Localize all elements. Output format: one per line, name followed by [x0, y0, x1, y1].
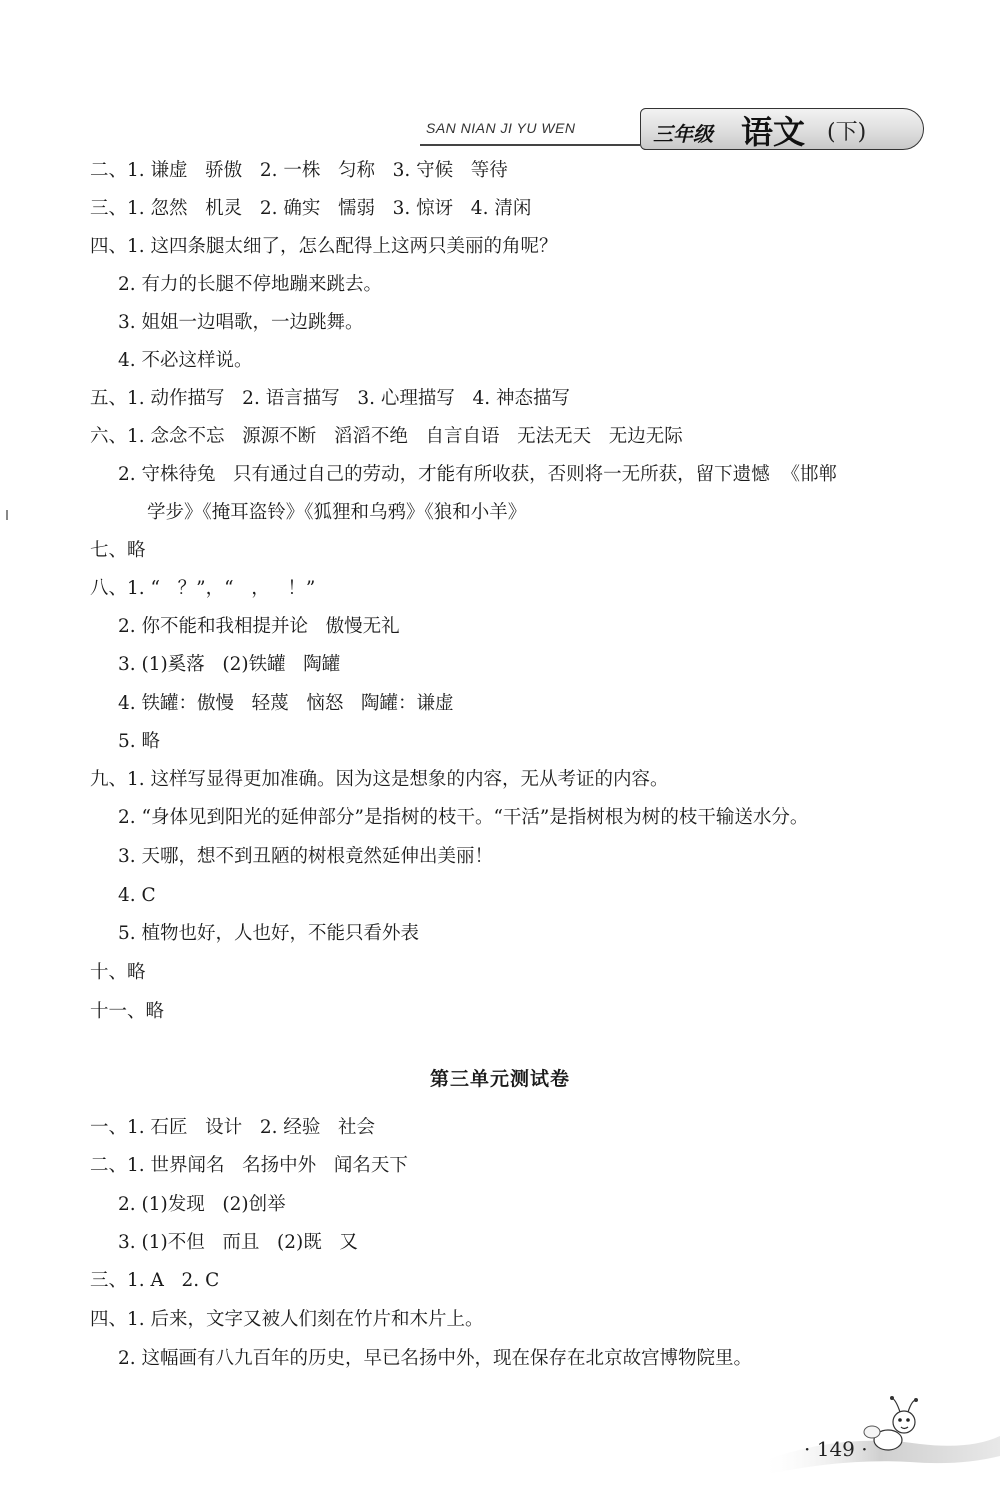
- header-grade: 三年级: [653, 122, 713, 146]
- header-banner: [640, 108, 924, 150]
- answer-line: 九、1. 这样写显得更加准确。因为这是想象的内容，无从考证的内容。: [90, 769, 669, 790]
- answer-line: 3. (1)不但 而且 (2)既 又: [118, 1232, 358, 1253]
- answer-line: 十一、略: [90, 1001, 165, 1022]
- answer-line: 3. 姐姐一边唱歌，一边跳舞。: [118, 312, 364, 333]
- answer-line: 七、略: [90, 540, 146, 561]
- answer-line: 2. 你不能和我相提并论 傲慢无礼: [118, 616, 400, 637]
- answer-line: 4. C: [118, 885, 156, 906]
- answer-line: 2. 守株待兔 只有通过自己的劳动，才能有所收获，否则将一无所获，留下遗憾 《邯郸: [118, 464, 837, 485]
- answer-line: 2. 有力的长腿不停地蹦来跳去。: [118, 274, 383, 295]
- answer-line: 四、1. 后来，文字又被人们刻在竹片和木片上。: [90, 1309, 484, 1330]
- answer-line: 4. 不必这样说。: [118, 350, 253, 371]
- section-title: 第三单元测试卷: [429, 1068, 570, 1090]
- answer-line: 五、1. 动作描写 2. 语言描写 3. 心理描写 4. 神态描写: [90, 388, 571, 409]
- answer-line: 八、1. “ ？”，“ ， ！”: [90, 578, 316, 599]
- answer-line: 2. “身体见到阳光的延伸部分”是指树的枝干。“干活”是指树根为树的枝干输送水分。: [118, 807, 809, 828]
- answer-line: 二、1. 世界闻名 名扬中外 闻名天下: [90, 1155, 408, 1176]
- answer-line: 三、1. A 2. C: [90, 1270, 220, 1291]
- answer-line: 四、1. 这四条腿太细了，怎么配得上这两只美丽的角呢？: [90, 236, 558, 257]
- header-rule: [420, 144, 640, 146]
- answer-line: 一、1. 石匠 设计 2. 经验 社会: [90, 1117, 375, 1138]
- answer-line: 4. 铁罐：傲慢 轻蔑 恼怒 陶罐：谦虚: [118, 693, 454, 714]
- answer-line: 5. 略: [118, 731, 161, 752]
- header-pinyin: SAN NIAN JI YU WEN: [426, 120, 576, 136]
- answer-line: 十、略: [90, 962, 146, 983]
- header-subject: 语文: [741, 113, 806, 151]
- margin-mark: [6, 510, 8, 520]
- answer-line: 二、1. 谦虚 骄傲 2. 一株 匀称 3. 守候 等待: [90, 160, 508, 181]
- answer-line: 3. 天哪，想不到丑陋的树根竟然延伸出美丽！: [118, 846, 494, 867]
- bee-mascot-icon: [760, 1392, 1000, 1492]
- answer-line: 2. 这幅画有八九百年的历史，早已名扬中外，现在保存在北京故宫博物院里。: [118, 1348, 753, 1369]
- answer-line: 5. 植物也好，人也好，不能只看外表: [118, 923, 420, 944]
- page-header: [0, 0, 1000, 160]
- header-volume: (下): [827, 120, 867, 145]
- answer-line: 2. (1)发现 (2)创举: [118, 1194, 286, 1215]
- answer-line: 六、1. 念念不忘 源源不断 滔滔不绝 自言自语 无法无天 无边无际: [90, 426, 683, 447]
- answer-line: 3. (1)奚落 (2)铁罐 陶罐: [118, 654, 341, 675]
- answer-line: 学步》《掩耳盗铃》《狐狸和乌鸦》《狼和小羊》: [147, 502, 527, 523]
- page-number: · 149 ·: [804, 1437, 868, 1461]
- answer-line: 三、1. 忽然 机灵 2. 确实 懦弱 3. 惊讶 4. 清闲: [90, 198, 532, 219]
